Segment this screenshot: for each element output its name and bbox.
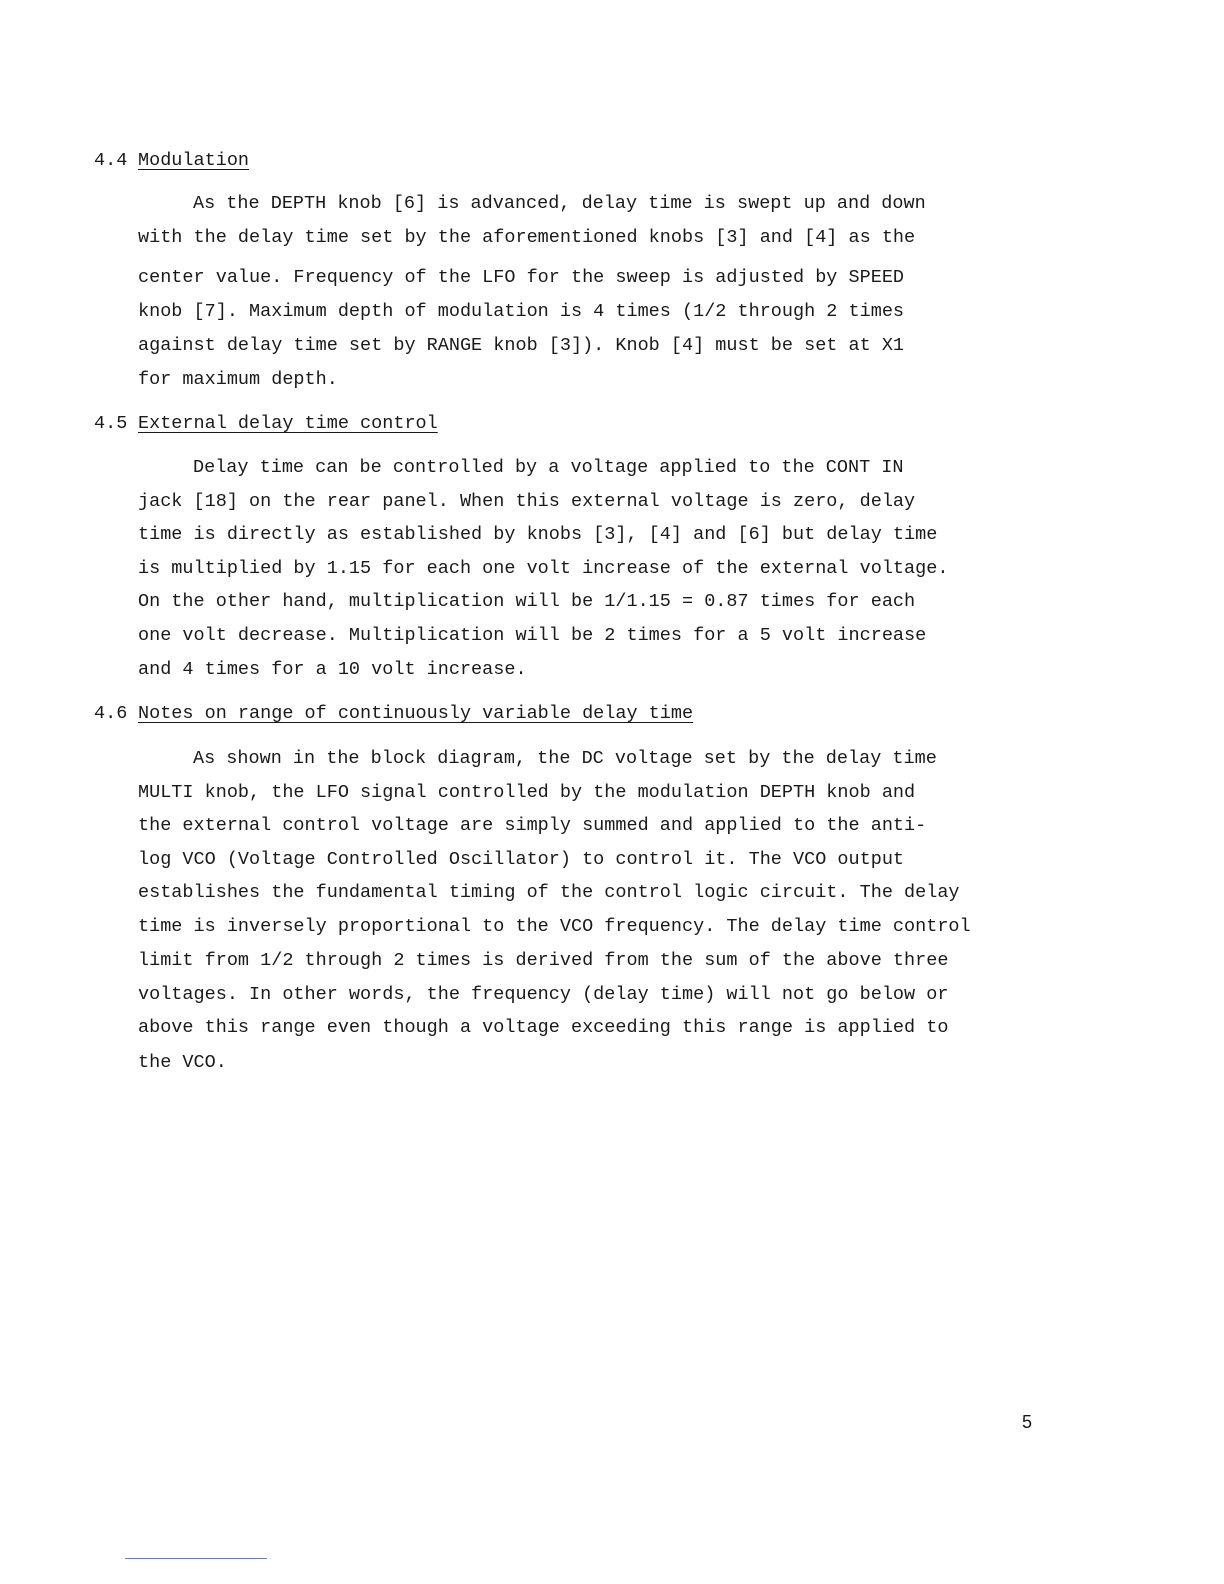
section-number: 4.5 [94,413,128,434]
paragraph-line: time is directly as established by knobs [3], [4] and [6] but delay time [138,524,938,545]
paragraph-line: log VCO (Voltage Controlled Oscillator) to control it. The VCO output [138,849,905,870]
paragraph-line: is multiplied by 1.15 for each one volt increase of the external voltage. [138,558,949,579]
paragraph-line: As the DEPTH knob [6] is advanced, delay time is swept up and down [193,193,926,214]
section-title: External delay time control [138,413,438,434]
paragraph-line: the VCO. [138,1052,227,1073]
paragraph-line: against delay time set by RANGE knob [3]). Knob [4] must be set at X1 [138,335,905,356]
section-4-4-heading [94,149,249,173]
paragraph-line: establishes the fundamental timing of the control logic circuit. The delay [138,882,960,903]
section-number: 4.6 [94,703,128,724]
paragraph-line: the external control voltage are simply summed and applied to the anti- [138,815,927,836]
paragraph-line: center value. Frequency of the LFO for the sweep is adjusted by SPEED [138,267,905,288]
paragraph-line: voltages. In other words, the frequency (delay time) will not go below or [138,984,949,1005]
section-4-5-heading [94,412,438,436]
page-number: 5 [1022,1412,1033,1432]
paragraph-line: for maximum depth. [138,369,338,390]
section-title: Notes on range of continuously variable delay time [138,703,694,724]
paragraph-line: one volt decrease. Multiplication will be 2 times for a 5 volt increase [138,625,927,646]
section-number: 4.4 [94,150,128,171]
paragraph-line: jack [18] on the rear panel. When this external voltage is zero, delay [138,491,916,512]
section-title: Modulation [138,150,250,171]
footer-rule [125,1558,267,1559]
paragraph-line: with the delay time set by the aforementioned knobs [3] and [4] as the [138,227,916,248]
paragraph-line: Delay time can be controlled by a voltage applied to the CONT IN [193,457,904,478]
paragraph-line: On the other hand, multiplication will be 1/1.15 = 0.87 times for each [138,591,916,612]
paragraph-line: limit from 1/2 through 2 times is derived from the sum of the above three [138,950,949,971]
section-4-6-heading [94,702,693,726]
paragraph-line: knob [7]. Maximum depth of modulation is 4 times (1/2 through 2 times [138,301,905,322]
paragraph-line: and 4 times for a 10 volt increase. [138,659,527,680]
paragraph-line: MULTI knob, the LFO signal controlled by the modulation DEPTH knob and [138,782,916,803]
paragraph-line: time is inversely proportional to the VCO frequency. The delay time control [138,916,971,937]
paragraph-line: As shown in the block diagram, the DC voltage set by the delay time [193,748,937,769]
paragraph-line: above this range even though a voltage exceeding this range is applied to [138,1017,949,1038]
